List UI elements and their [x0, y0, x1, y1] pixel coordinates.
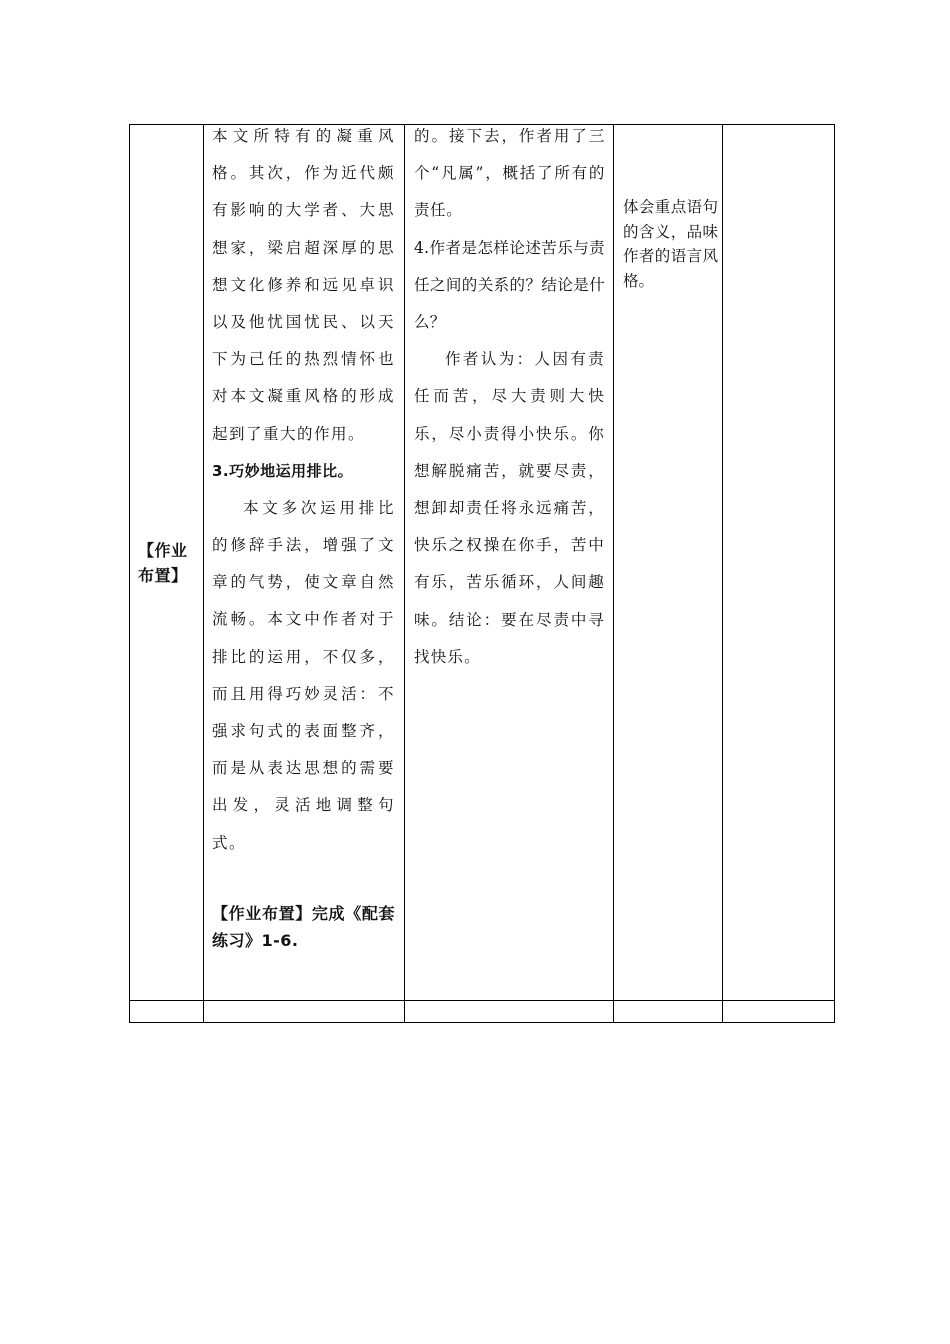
question-4: 4.作者是怎样论述苦乐与责任之间的关系的？结论是什么？ — [414, 238, 605, 332]
content-cell-col4 — [723, 125, 834, 1000]
content-cell-col3 — [623, 195, 718, 315]
learning-goal: 体会重点语句的含义，品味作者的语言风格。 — [623, 198, 718, 290]
row-label-cell — [130, 125, 203, 1000]
paragraph-style: 本文所特有的凝重风格。其次，作为近代颇有影响的大学者、大思想家，梁启超深厚的思想文化修养和远见卓识以及他忧国忧民、以天下为己任的热烈情怀也对本文凝重风格的形成起到了重大的作用。 — [212, 127, 395, 443]
table-col-divider-2 — [404, 124, 405, 1023]
empty-row-cell-2 — [204, 1001, 404, 1022]
table-border-bottom — [129, 1022, 835, 1023]
heading-parallelism: 3.巧妙地运用排比。 — [212, 461, 354, 480]
homework-assignment: 【作业布置】完成《配套练习》1-6. — [212, 903, 395, 950]
answer-4: 作者认为：人因有责任而苦，尽大责则大快乐，尽小责得小快乐。你想解脱痛苦，就要尽责，想卸却责任将永远痛苦，快乐之权操在你手，苦中有乐，苦乐循环，人间趣味。结论：要在尽责中寻找快乐。 — [414, 350, 605, 666]
empty-row-cell-5 — [723, 1001, 834, 1022]
table-col-divider-1 — [203, 124, 204, 1023]
table-border-right — [834, 124, 835, 1023]
row-label-homework: 【作业布置】 — [138, 540, 188, 585]
empty-row-cell-4 — [614, 1001, 722, 1022]
content-cell-col1 — [212, 118, 395, 998]
empty-row-cell-3 — [405, 1001, 613, 1022]
content-cell-col2 — [414, 118, 605, 998]
paragraph-responsibility: 的。接下去，作者用了三个“凡属”，概括了所有的责任。 — [414, 127, 605, 220]
empty-row-cell-1 — [130, 1001, 203, 1022]
table-col-divider-3 — [613, 124, 614, 1023]
paragraph-parallelism: 本文多次运用排比的修辞手法，增强了文章的气势，使文章自然流畅。本文中作者对于排比的运用，不仅多，而且用得巧妙灵活：不强求句式的表面整齐，而是从表达思想的需要出发，灵活地调整句式。 — [212, 498, 395, 852]
